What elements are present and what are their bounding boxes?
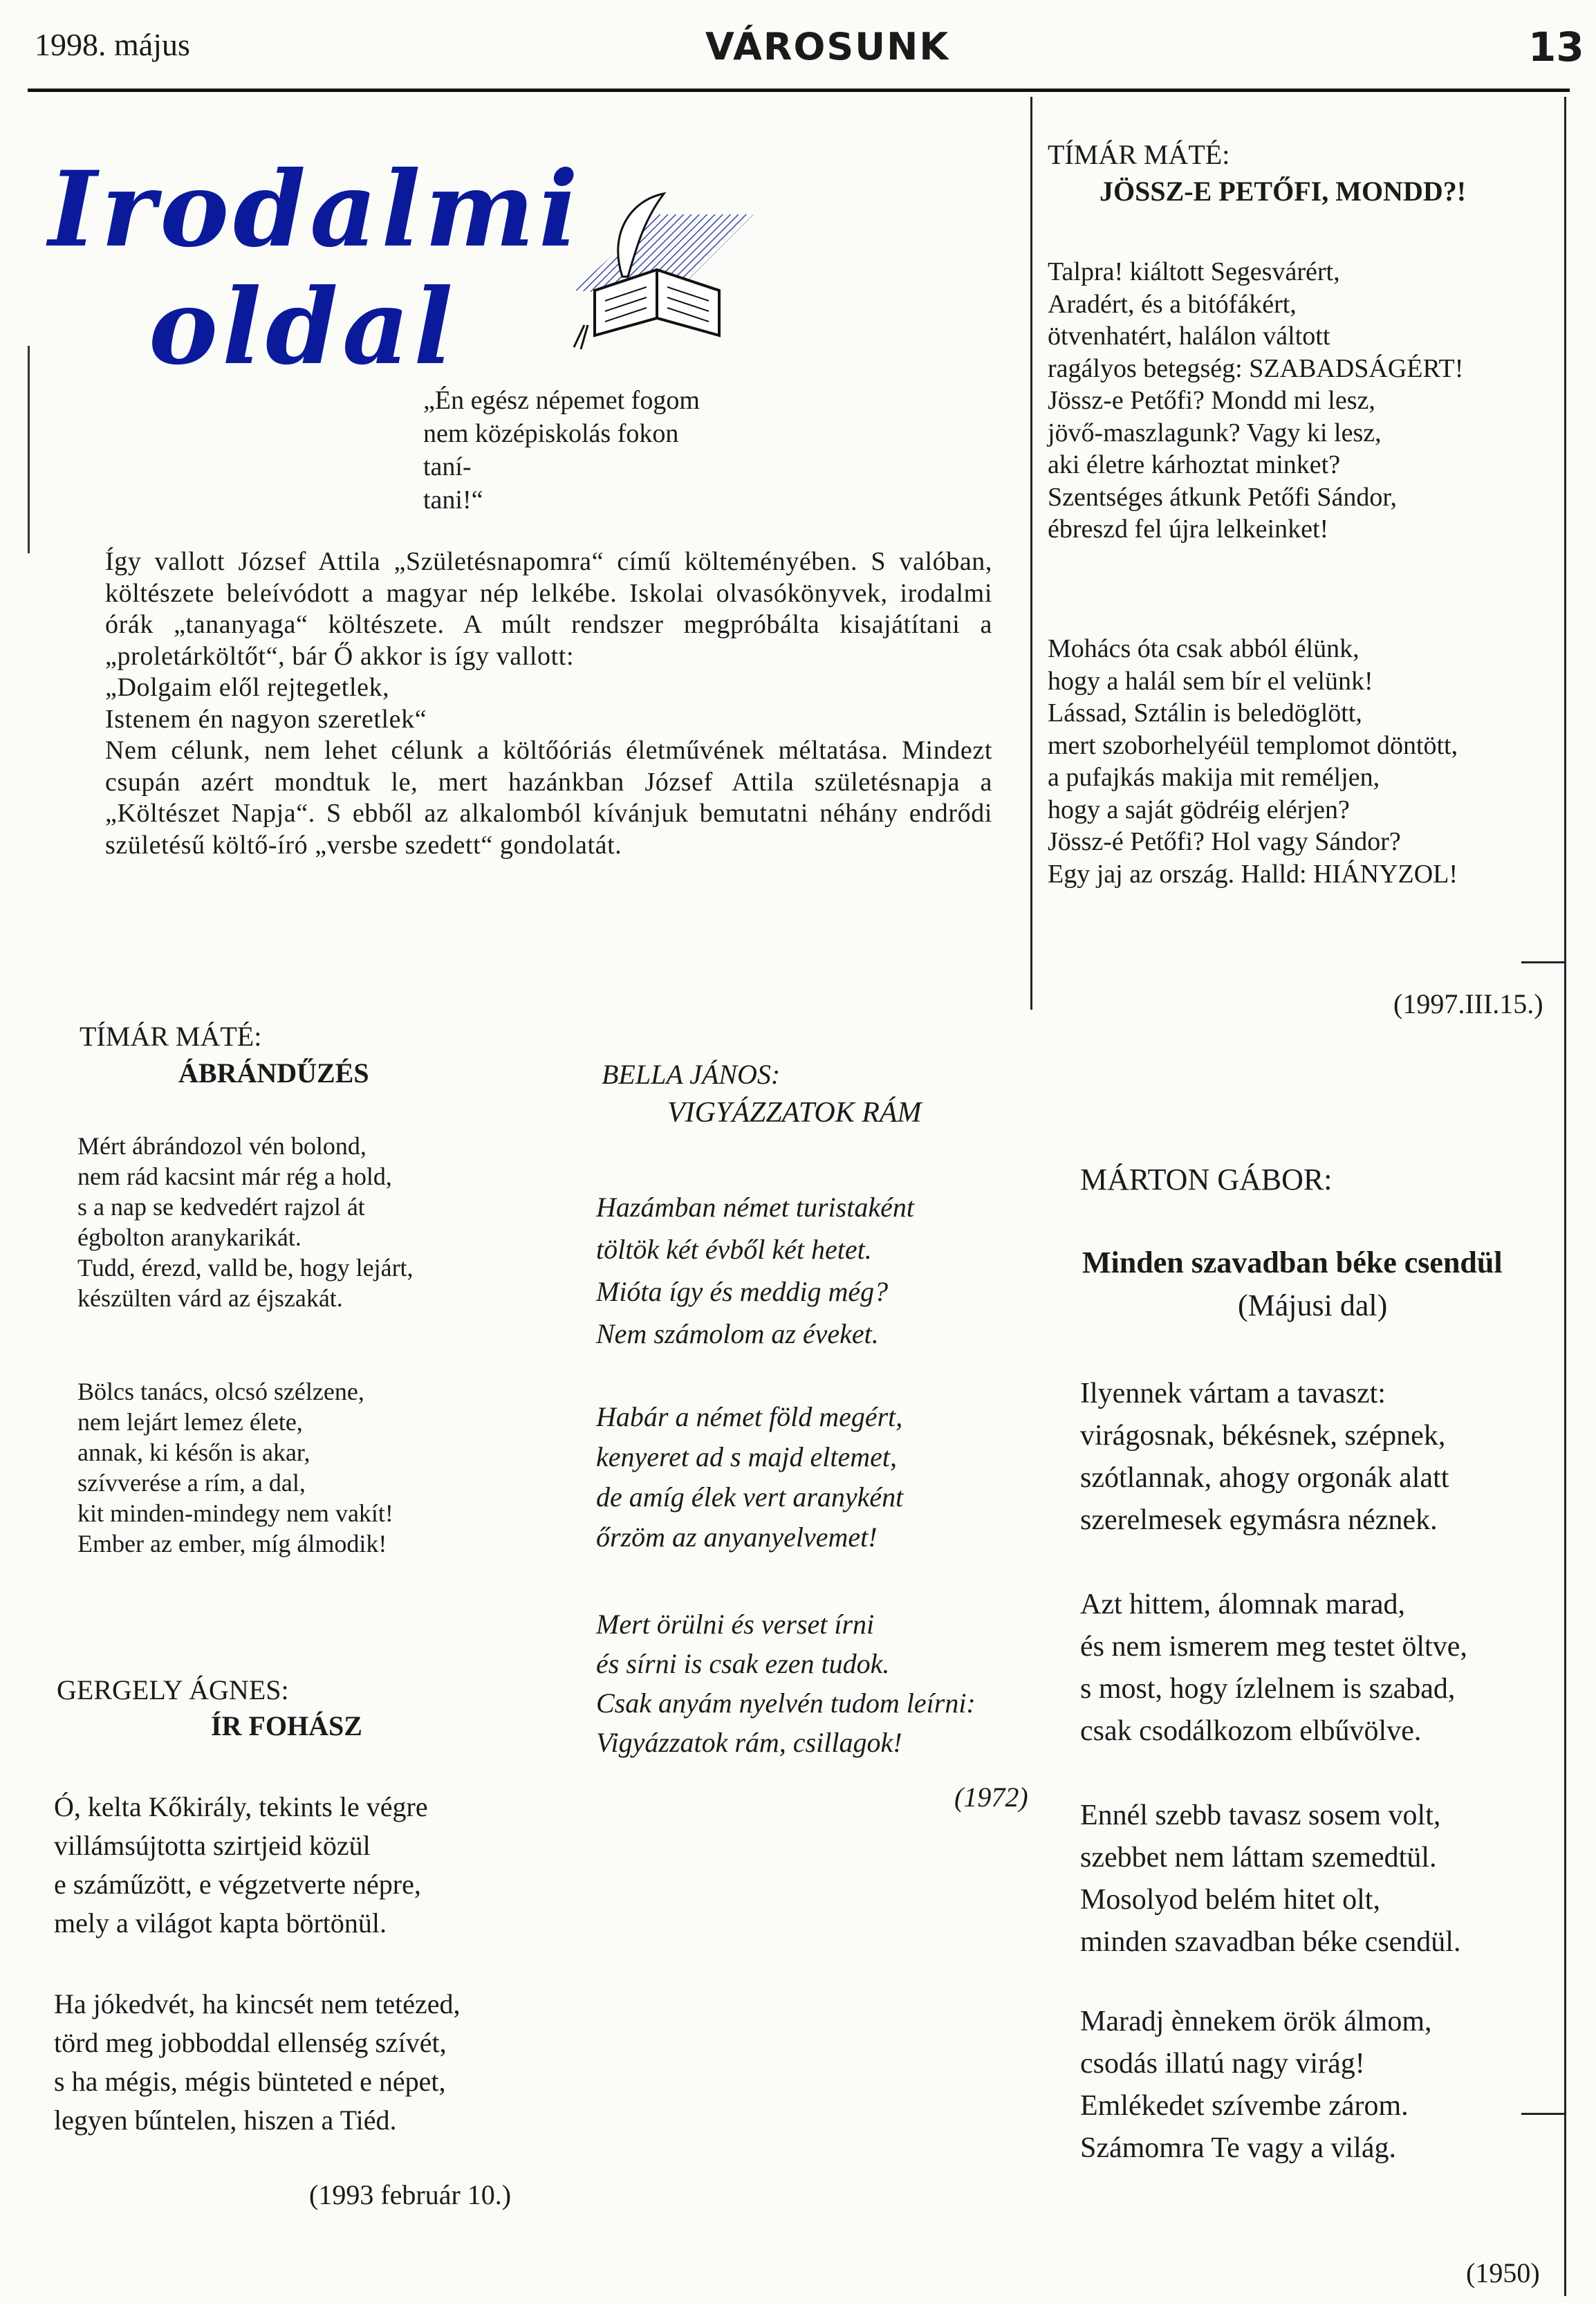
logo-title-line2: oldal <box>149 266 458 388</box>
poem-line: Egy jaj az ország. Halld: HIÁNYZOL! <box>1048 859 1458 889</box>
poem-author: BELLA JÁNOS: <box>602 1059 781 1090</box>
poem-line: nem rád kacsint már rég a hold, <box>77 1163 392 1190</box>
poem-line: szerelmesek egymásra néznek. <box>1080 1504 1438 1536</box>
logo-title-line1: Irodalmi <box>48 149 582 270</box>
poem-line: Nem számolom az éveket. <box>596 1318 879 1349</box>
issue-date: 1998. május <box>35 27 190 62</box>
poem-line: Hazámban német turistaként <box>596 1192 914 1223</box>
intro-quote-line: Istenem én nagyon szeretlek“ <box>105 704 427 734</box>
poem-title: JÖSSZ-E PETŐFI, MONDD?! <box>1099 176 1467 207</box>
poem-line: Csak anyám nyelvén tudom leírni: <box>596 1687 976 1719</box>
poem-line: Bölcs tanács, olcsó szélzene, <box>77 1378 364 1405</box>
poem-line: Mióta így és meddig még? <box>596 1276 889 1307</box>
poem-author: GERGELY ÁGNES: <box>57 1674 289 1705</box>
poem-line: kenyeret ad s majd eltemet, <box>596 1441 898 1472</box>
poem-line: s a nap se kedvedért rajzol át <box>77 1193 365 1221</box>
poem-line: Ó, kelta Kőkirály, tekints le végre <box>54 1791 428 1822</box>
poem-line: virágosnak, békésnek, szépnek, <box>1080 1420 1446 1452</box>
intro-paragraph: Nem célunk, nem lehet célunk a költőóriás életművének méltatása. Mindezt csupán azért mondtuk le, mert hazánkban József Attila születésnapja a „Költészet Napja“. S ebből az alkalomból kívánjuk bemutatni néhány endrődi születésű költő-író „versbe szedett“ gondolatát. <box>105 736 992 860</box>
poem-line: csak csodálkozom elbűvölve. <box>1080 1715 1422 1747</box>
poem-stanza <box>596 1186 914 1355</box>
poem-line: Azt hittem, álomnak marad, <box>1080 1589 1406 1620</box>
poem-stanza <box>1080 2001 1432 2170</box>
poem-line: Ennél szebb tavasz sosem volt, <box>1080 1800 1441 1831</box>
poem-stanza <box>1080 1584 1467 1752</box>
poem-title: Minden szavadban béke csendül <box>1082 1246 1503 1279</box>
poem-line: ötvenhatért, halálon váltott <box>1048 322 1330 351</box>
intro-quote-line: „Dolgaim elől rejtegetlek, <box>105 673 390 702</box>
poem-line: mely a világot kapta börtönül. <box>54 1907 387 1939</box>
poem-date: (1950) <box>1466 2257 1540 2288</box>
poem-line: s ha mégis, mégis bünteted e népet, <box>54 2066 446 2097</box>
poem-line: és nem ismerem meg testet öltve, <box>1080 1631 1467 1663</box>
poem-line: s most, hogy ízlelnem is szabad, <box>1080 1673 1456 1705</box>
poem-line: annak, ki későn is akar, <box>77 1439 310 1466</box>
poem-line: Mért ábrándozol vén bolond, <box>77 1132 366 1160</box>
poem-line: hogy a saját gödréig elérjen? <box>1048 795 1350 824</box>
poem-line: nem lejárt lemez élete, <box>77 1408 303 1436</box>
poem-line: Ilyennek vártam a tavaszt: <box>1080 1378 1386 1409</box>
poem-stanza <box>1080 1373 1449 1542</box>
column-rule-middle <box>1030 97 1032 1010</box>
poem-date: (1993 február 10.) <box>309 2179 512 2210</box>
poem-line: Habár a német föld megért, <box>596 1401 903 1432</box>
date-bracket <box>1521 2113 1564 2115</box>
poem-line: Ember az ember, míg álmodik! <box>77 1530 387 1557</box>
poem-line: Emlékedet szívembe zárom. <box>1080 2090 1409 2122</box>
poem-line: Szentséges átkunk Petőfi Sándor, <box>1048 482 1398 512</box>
poem-stanza <box>54 1788 428 1943</box>
publication-title: VÁROSUNK <box>705 25 950 68</box>
poem-line: aki életre kárhoztat minket? <box>1048 450 1341 479</box>
poem-line: csodás illatú nagy virág! <box>1080 2048 1365 2080</box>
poem-line: ragályos betegség: SZABADSÁGÉRT! <box>1048 353 1464 383</box>
poem-line: hogy a halál sem bír el velünk! <box>1048 666 1373 696</box>
poem-title: VIGYÁZZATOK RÁM <box>667 1097 922 1129</box>
poem-line: minden szavadban béke csendül. <box>1080 1926 1461 1958</box>
quote-line: taní- <box>423 452 472 481</box>
intro-article <box>62 546 992 861</box>
poem-line: égbolton aranykarikát. <box>77 1223 301 1251</box>
poem-line: Mert örülni és verset írni <box>596 1609 875 1640</box>
poem-stanza <box>54 1985 461 2140</box>
poem-line: szívverése a rím, a dal, <box>77 1469 306 1497</box>
poem-line: és sírni is csak ezen tudok. <box>596 1648 890 1679</box>
poem-line: Mosolyod belém hitet olt, <box>1080 1884 1380 1916</box>
poem-line: Mohács óta csak abból élünk, <box>1048 634 1360 663</box>
poem-line: jövő-maszlagunk? Vagy ki lesz, <box>1048 418 1382 447</box>
poem-stanza <box>77 1376 393 1559</box>
poem-line: töltök két évből két hetet. <box>596 1234 872 1265</box>
quote-line: „Én egész népemet fogom <box>423 386 700 415</box>
poem-title: ÁBRÁNDŰZÉS <box>178 1057 369 1089</box>
poem-line: szótlannak, ahogy orgonák alatt <box>1080 1462 1449 1494</box>
poem-line: Lássad, Sztálin is beledöglött, <box>1048 699 1362 728</box>
poem-line: mert szoborhelyéül templomot döntött, <box>1048 730 1458 760</box>
poem-line: Jössz-e Petőfi? Mondd mi lesz, <box>1048 386 1375 415</box>
poem-title: ÍR FOHÁSZ <box>211 1710 362 1741</box>
poem-date: (1997.III.15.) <box>1393 988 1543 1019</box>
poem-author: TÍMÁR MÁTÉ: <box>80 1021 262 1052</box>
poem-line: Jössz-é Petőfi? Hol vagy Sándor? <box>1048 827 1401 856</box>
poem-line: de amíg élek vert aranyként <box>596 1481 904 1513</box>
poem-line: e száműzött, e végzetverte népre, <box>54 1869 421 1900</box>
poem-author: TÍMÁR MÁTÉ: <box>1048 139 1230 170</box>
date-bracket <box>1521 961 1564 963</box>
quote-line: tani!“ <box>423 485 483 515</box>
page-number: 13 <box>1528 24 1584 71</box>
poem-line: villámsújtotta szirtjeid közül <box>54 1830 371 1861</box>
poem-line: Tudd, érezd, valld be, hogy lejárt, <box>77 1254 414 1282</box>
poem-line: legyen bűntelen, hiszen a Tiéd. <box>54 2105 397 2136</box>
poem-line: készülten várd az éjszakát. <box>77 1284 343 1312</box>
poem-line: Maradj ènnekem örök álmom, <box>1080 2006 1432 2037</box>
poem-line: törd meg jobboddal ellenség szívét, <box>54 2027 447 2058</box>
poem-line: Talpra! kiáltott Segesvárért, <box>1048 257 1340 286</box>
opening-quote <box>423 384 700 517</box>
poem-date: (1972) <box>954 1782 1028 1813</box>
poem-stanza <box>1080 1795 1460 1963</box>
poem-stanza <box>77 1131 414 1313</box>
poem-line: Számomra Te vagy a világ. <box>1080 2132 1396 2164</box>
poem-stanza <box>1048 256 1463 546</box>
poem-line: Aradért, és a bitófákért, <box>1048 289 1297 319</box>
poem-line: a pufajkás makija mit reméljen, <box>1048 763 1380 792</box>
poem-line: ébreszd fel újra lelkeinket! <box>1048 515 1329 544</box>
poem-subtitle: (Májusi dal) <box>1238 1288 1388 1322</box>
poem-author: MÁRTON GÁBOR: <box>1080 1163 1333 1196</box>
quote-line: nem középiskolás fokon <box>423 419 679 448</box>
intro-paragraph: Így vallott József Attila „Születésnapomra“ című költeményében. S valóban, költészete beleívódott a magyar nép lelkébe. Iskolai olvasókönyvek, irodalmi órák „tananyaga“ költészete. A múlt rendszer megpróbálta kisajátítani a „proletárköltőt“, bár Ő akkor is így vallott: <box>105 547 992 671</box>
poem-stanza <box>596 1397 903 1557</box>
column-rule-right <box>1564 97 1566 2296</box>
header-rule <box>28 89 1570 92</box>
poem-line: Vigyázzatok rám, csillagok! <box>596 1727 902 1758</box>
logo-edge-line <box>28 346 30 553</box>
poem-line: kit minden-mindegy nem vakít! <box>77 1499 393 1527</box>
poem-stanza <box>596 1604 976 1762</box>
poem-stanza <box>1048 633 1458 890</box>
book-quill-icon <box>546 187 768 353</box>
poem-line: őrzöm az anyanyelvemet! <box>596 1522 878 1553</box>
poem-line: Ha jókedvét, ha kincsét nem tetézed, <box>54 1988 461 2019</box>
poem-line: szebbet nem láttam szemedtül. <box>1080 1842 1437 1874</box>
